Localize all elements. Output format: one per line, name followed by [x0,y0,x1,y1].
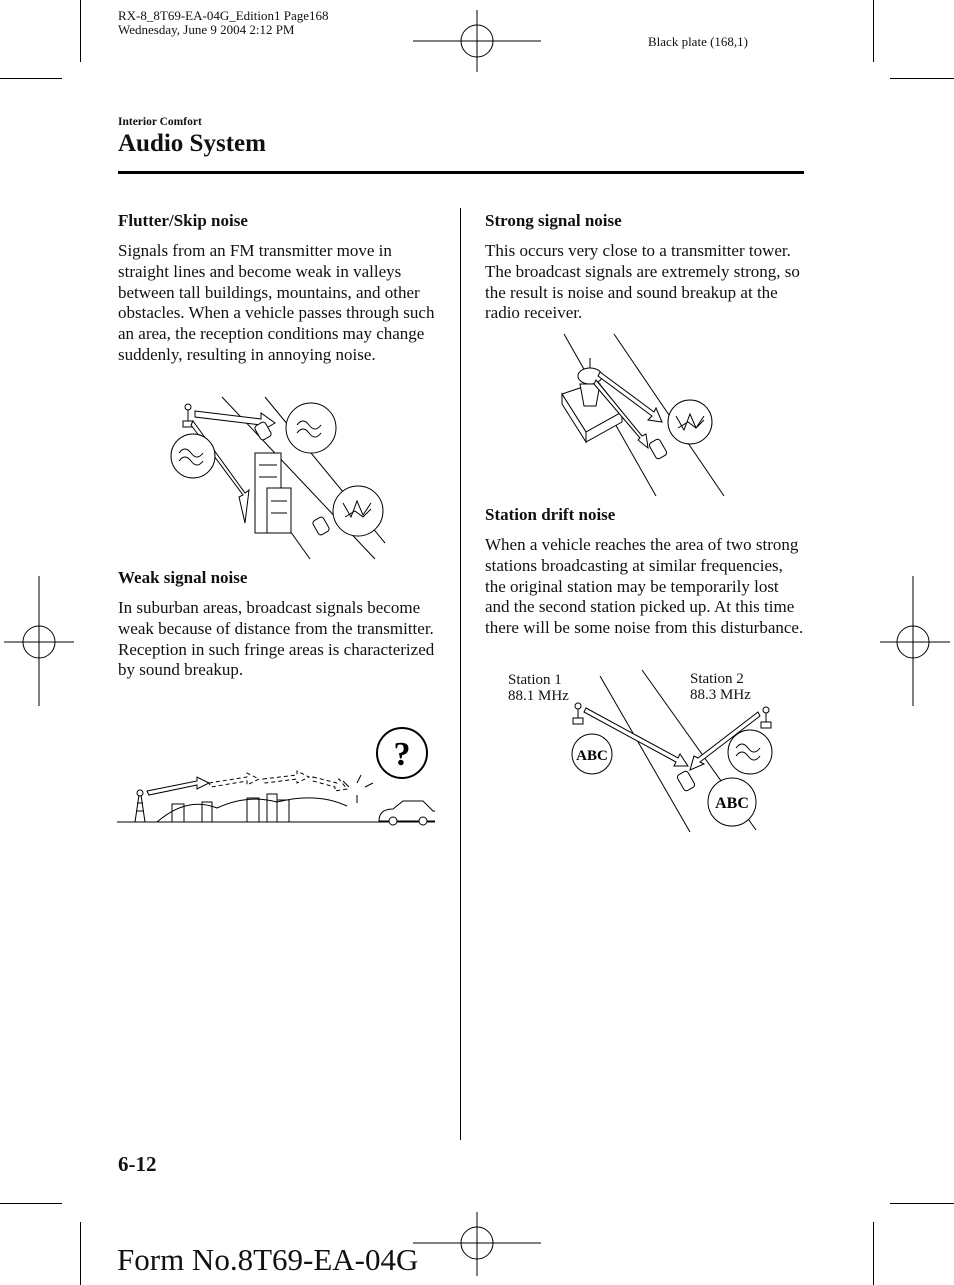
transmitter-tower-icon [135,790,145,822]
svg-text:?: ? [393,736,411,773]
flutter-section [118,211,440,366]
station1-frequency: 88.1 MHz [508,688,569,704]
drift-heading: Station drift noise [485,505,616,524]
page-number: 6-12 [118,1152,157,1176]
weak-body: In suburban areas, broadcast signals become weak because of distance from the transmitter. Reception in such fringe areas is characterized by sound breakup. [118,598,435,680]
station-drift-illustration [560,668,785,834]
transmitter-tower-icon [573,703,583,724]
weak-heading: Weak signal noise [118,568,248,587]
title-rule [118,171,804,174]
flutter-noise-illustration [165,393,390,563]
drift-section [485,505,807,639]
weak-signal-illustration [117,723,435,828]
section-label: Interior Comfort [118,116,202,128]
page-title: Audio System [118,130,266,157]
strong-section [485,211,807,324]
registration-target-icon [4,576,74,706]
print-date-line: Wednesday, June 9 2004 2:12 PM [118,22,295,37]
flutter-body: Signals from an FM transmitter move in straight lines and become weak in valleys between tall buildings, mountains, and other obstacles. When a vehicle passes through such an area, the reception conditions may change suddenly, resulting in annoying noise. [118,241,435,364]
column-divider [460,208,461,1140]
weak-section [118,568,440,681]
drift-body: When a vehicle reaches the area of two strong stations broadcasting at similar frequencies, the original station may be temporarily lost and the second station picked up. At this time there will be some noise from this disturbance. [485,535,804,638]
abc-label: ABC [576,748,608,764]
flutter-heading: Flutter/Skip noise [118,211,248,230]
station2-name: Station 2 [690,671,744,687]
strong-body: This occurs very close to a transmitter tower. The broadcast signals are extremely strong, so the result is noise and sound breakup at the radio receiver. [485,241,800,323]
strong-signal-illustration [558,330,728,498]
print-file-line: RX-8_8T69-EA-04G_Edition1 Page168 [118,8,329,23]
station1-name: Station 1 [508,672,562,688]
form-number: Form No.8T69-EA-04G [117,1242,419,1277]
abc-label: ABC [715,795,749,812]
strong-heading: Strong signal noise [485,211,622,230]
registration-target-icon [880,576,950,706]
station2-frequency: 88.3 MHz [690,687,751,703]
transmitter-tower-icon [761,707,771,728]
registration-target-icon [413,1212,541,1276]
plate-label: Black plate (168,1) [648,34,748,49]
registration-target-icon [413,10,541,74]
